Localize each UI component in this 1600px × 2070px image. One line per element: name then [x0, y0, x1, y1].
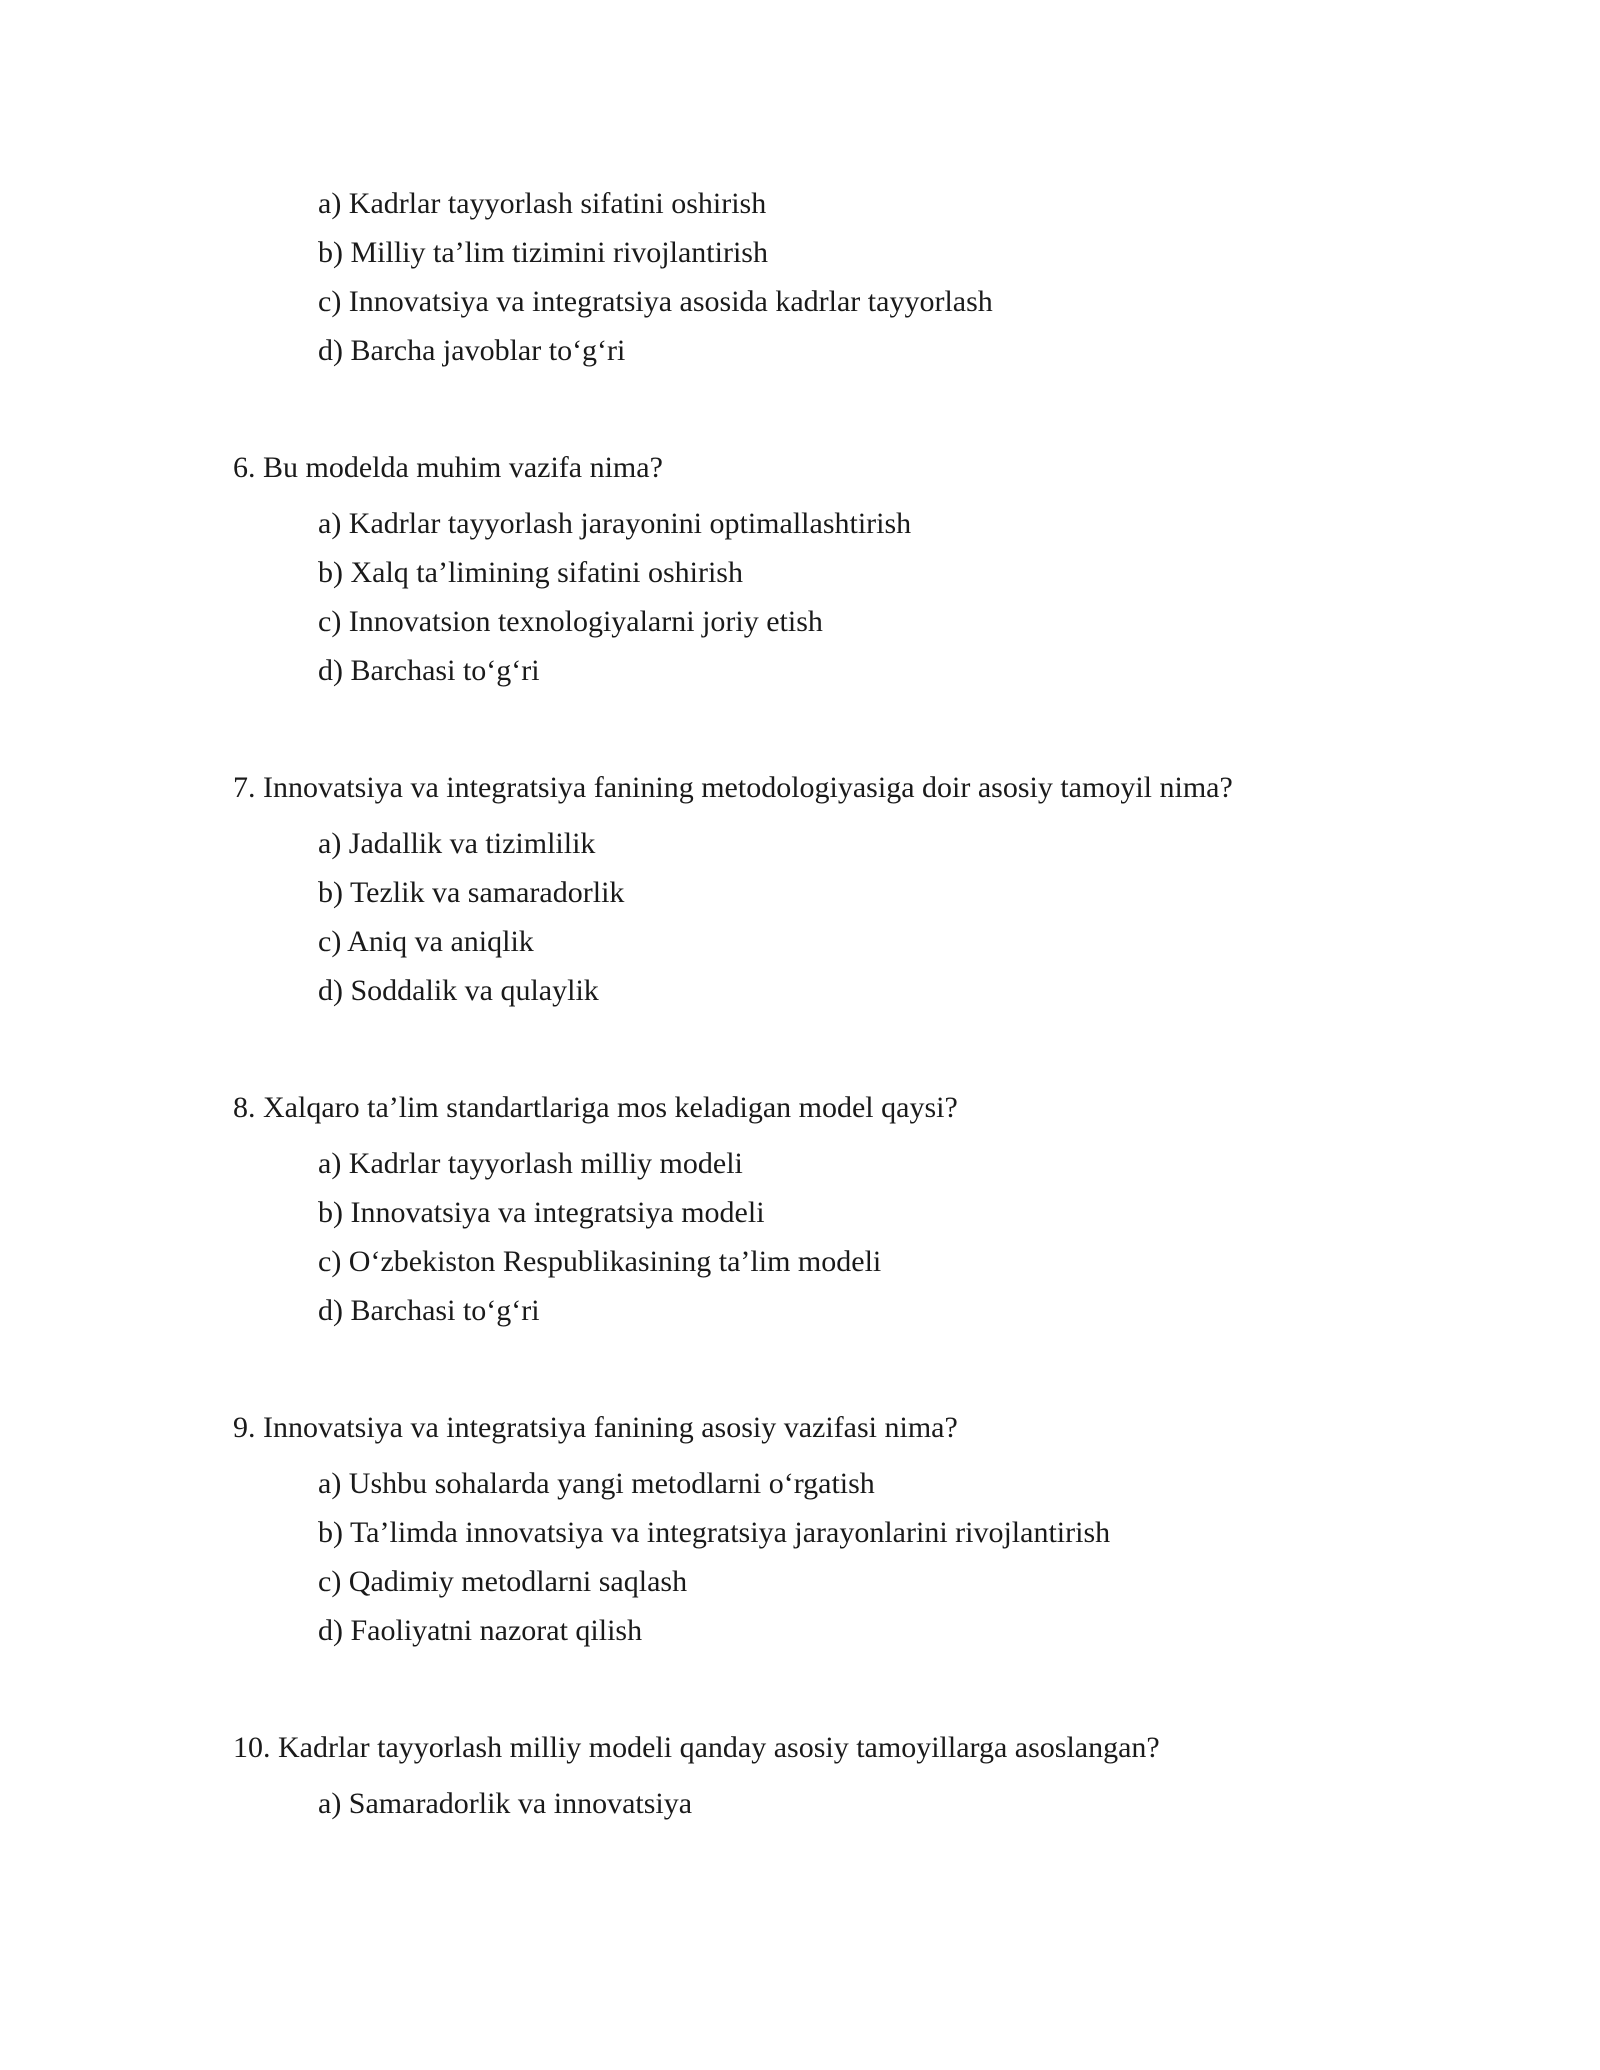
question-text: 6. Bu modelda muhim vazifa nima? [233, 451, 663, 484]
option-d: d) Soddalik va qulaylik [318, 974, 599, 1007]
option-a: a) Samaradorlik va innovatsiya [318, 1787, 693, 1820]
option-d: d) Barchasi to‘g‘ri [318, 1294, 540, 1327]
option-a: a) Kadrlar tayyorlash jarayonini optimallashtirish [318, 507, 912, 540]
option-a: a) Kadrlar tayyorlash sifatini oshirish [318, 187, 767, 220]
option-a: a) Ushbu sohalarda yangi metodlarni o‘rgatish [318, 1467, 875, 1500]
question-text: 10. Kadrlar tayyorlash milliy modeli qanday asosiy tamoyillarga asoslangan? [233, 1731, 1160, 1764]
option-b: b) Xalq ta’limining sifatini oshirish [318, 556, 743, 589]
question-text: 7. Innovatsiya va integratsiya fanining metodologiyasiga doir asosiy tamoyil nima? [233, 771, 1233, 804]
option-b: b) Innovatsiya va integratsiya modeli [318, 1196, 765, 1229]
option-c: c) Innovatsion texnologiyalarni joriy etish [318, 605, 823, 638]
option-d: d) Barcha javoblar to‘g‘ri [318, 334, 626, 367]
option-b: b) Tezlik va samaradorlik [318, 876, 625, 909]
option-a: a) Jadallik va tizimlilik [318, 827, 596, 860]
option-c: c) Qadimiy metodlarni saqlash [318, 1565, 688, 1598]
option-d: d) Faoliyatni nazorat qilish [318, 1614, 643, 1647]
option-a: a) Kadrlar tayyorlash milliy modeli [318, 1147, 743, 1180]
option-c: c) Innovatsiya va integratsiya asosida kadrlar tayyorlash [318, 285, 993, 318]
option-c: c) Aniq va aniqlik [318, 925, 534, 958]
question-text: 8. Xalqaro ta’lim standartlariga mos keladigan model qaysi? [233, 1091, 958, 1124]
option-b: b) Milliy ta’lim tizimini rivojlantirish [318, 236, 768, 269]
question-text: 9. Innovatsiya va integratsiya fanining asosiy vazifasi nima? [233, 1411, 958, 1444]
option-c: c) O‘zbekiston Respublikasining ta’lim modeli [318, 1245, 882, 1278]
option-b: b) Ta’limda innovatsiya va integratsiya jarayonlarini rivojlantirish [318, 1516, 1111, 1549]
option-d: d) Barchasi to‘g‘ri [318, 654, 540, 687]
